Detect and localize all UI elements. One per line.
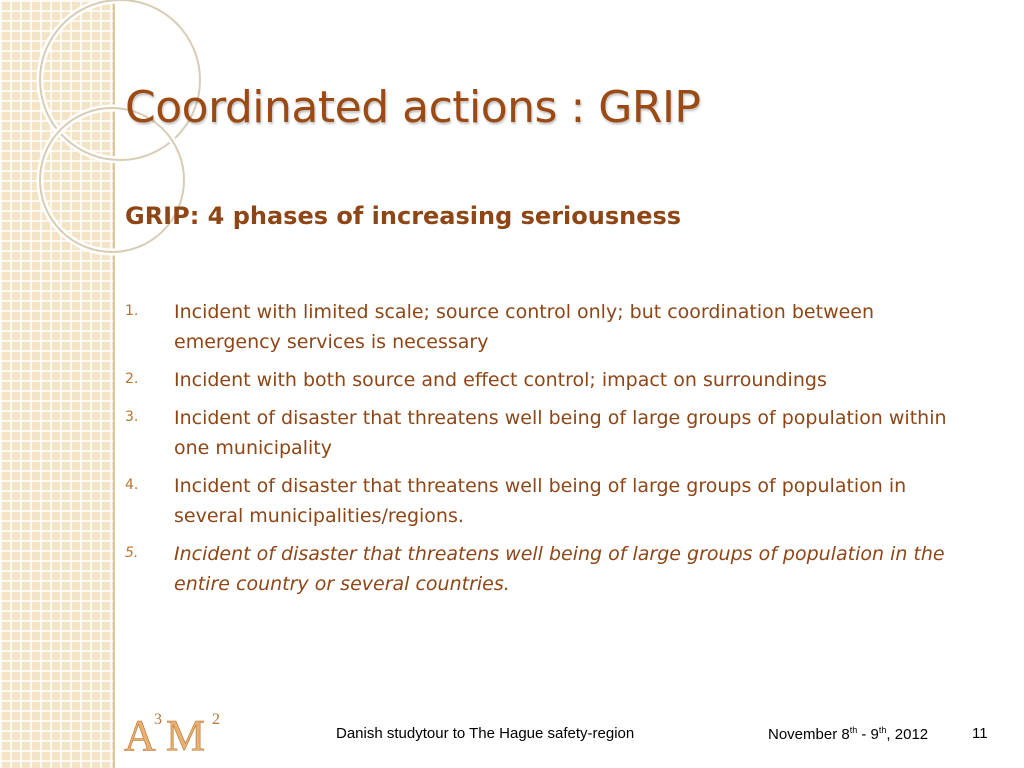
list-number: 2. <box>125 371 139 387</box>
slide-subtitle: GRIP: 4 phases of increasing seriousness <box>125 202 682 230</box>
list-text: Incident of disaster that threatens well being of large groups of population in several municipalities/regions. <box>174 475 907 527</box>
list-text: Incident of disaster that threatens well being of large groups of population in the entire country or several countries. <box>174 543 945 595</box>
phase-list <box>125 297 965 607</box>
list-item <box>125 297 965 357</box>
svg-text:2: 2 <box>212 711 220 728</box>
svg-text:A: A <box>124 711 156 754</box>
list-number: 5. <box>125 545 139 561</box>
list-text: Incident of disaster that threatens well being of large groups of population within one municipality <box>174 407 947 459</box>
list-text: Incident with both source and effect control; impact on surroundings <box>174 369 827 391</box>
svg-text:3: 3 <box>154 711 162 728</box>
a3m2-logo <box>122 706 237 754</box>
svg-text:M: M <box>166 711 206 754</box>
list-number: 3. <box>125 409 139 425</box>
list-item <box>125 365 965 395</box>
footer-caption: Danish studytour to The Hague safety-region <box>336 725 635 742</box>
footer-date: November 8th - 9th, 2012 <box>768 725 929 743</box>
list-number: 1. <box>125 303 139 319</box>
page-number: 11 <box>972 725 988 742</box>
list-number: 4. <box>125 477 139 493</box>
list-text: Incident with limited scale; source control only; but coordination between emergency services is necessary <box>174 301 875 353</box>
slide-title: Coordinated actions : GRIP <box>125 82 701 133</box>
decorative-rings <box>0 0 140 260</box>
list-item <box>125 403 965 463</box>
list-item <box>125 471 965 531</box>
list-item <box>125 539 965 599</box>
